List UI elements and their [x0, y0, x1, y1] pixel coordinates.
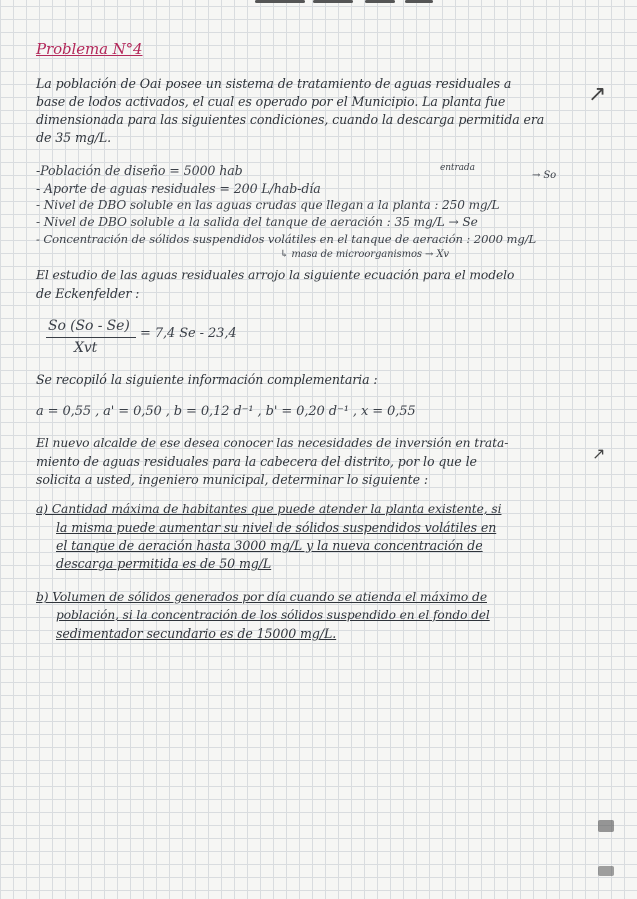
condition-dbo-influent: - Nivel de DBO soluble en las aguas crudas que llegan a la planta : 250 mg/L	[36, 198, 500, 212]
condition-wastewater: - Aporte de aguas residuales = 200 L/hab-día	[36, 181, 321, 196]
condition-population: -Población de diseño = 5000 hab	[36, 163, 243, 178]
fraction-bar	[46, 337, 136, 338]
equation-rhs: = 7,4 Se - 23,4	[140, 326, 237, 341]
equation-denominator: Xvt	[74, 340, 98, 356]
top-scribble	[255, 0, 435, 7]
part-b-line-3: sedimentador secundario es de 15000 mg/L.	[56, 626, 337, 641]
part-b-line-1: b) Volumen de sólidos generados por día cuando se atienda el máximo de	[36, 590, 487, 604]
complementary-heading: Se recopiló la siguiente información complementaria :	[36, 372, 378, 387]
request-line-1: El nuevo alcalde de ese desea conocer las necesidades de inversión en trata-	[36, 436, 509, 450]
intro-line-1: La población de Oai posee un sistema de tratamiento de aguas residuales a	[36, 76, 512, 91]
entrada-annotation: entrada	[440, 163, 475, 173]
part-a-line-2: la misma puede aumentar su nivel de sólidos suspendidos volátiles en	[56, 520, 497, 535]
part-b-line-2: población, si la concentración de los sólidos suspendido en el fondo del	[56, 608, 490, 622]
eckenfelder-line-1: El estudio de las aguas residuales arrojo la siguiente ecuación para el modelo	[36, 268, 515, 282]
constants-line: a = 0,55 , a' = 0,50 , b = 0,12 d⁻¹ , b' = 0,20 d⁻¹ , x = 0,55	[36, 404, 416, 419]
eckenfelder-line-2: de Eckenfelder :	[36, 286, 140, 301]
so-annotation: → So	[532, 170, 557, 181]
intro-line-4: de 35 mg/L.	[36, 130, 112, 145]
equation-numerator: So (So - Se)	[48, 318, 130, 334]
condition-dbo-effluent: - Nivel de DBO soluble a la salida del tanque de aeración : 35 mg/L → Se	[36, 215, 478, 229]
watermark-badge-icon	[598, 866, 614, 876]
intro-line-2: base de lodos activados, el cual es operado por el Municipio. La planta fue	[36, 94, 506, 109]
page-title: Problema N°4	[36, 40, 143, 58]
part-a-line-1: a) Cantidad máxima de habitantes que puede atender la planta existente, si	[36, 502, 502, 516]
request-line-2: miento de aguas residuales para la cabecera del distrito, por lo que le	[36, 454, 477, 469]
request-line-3: solicita a usted, ingeniero municipal, determinar lo siguiente :	[36, 472, 429, 487]
margin-arrow-icon-2: ↗	[592, 444, 606, 463]
part-a-line-4: descarga permitida es de 50 mg/L	[56, 556, 272, 571]
margin-arrow-icon: ↗	[588, 82, 607, 107]
condition-ssv: - Concentración de sólidos suspendidos volátiles en el tanque de aeración : 2000 mg/L	[36, 232, 537, 246]
intro-line-3: dimensionada para las siguientes condiciones, cuando la descarga permitida era	[36, 112, 545, 127]
microorganisms-annotation: ↳ masa de microorganismos → Xv	[280, 249, 449, 260]
watermark-logo-icon	[598, 820, 614, 832]
part-a-line-3: el tanque de aeración hasta 3000 mg/L y la nueva concentración de	[56, 538, 483, 553]
